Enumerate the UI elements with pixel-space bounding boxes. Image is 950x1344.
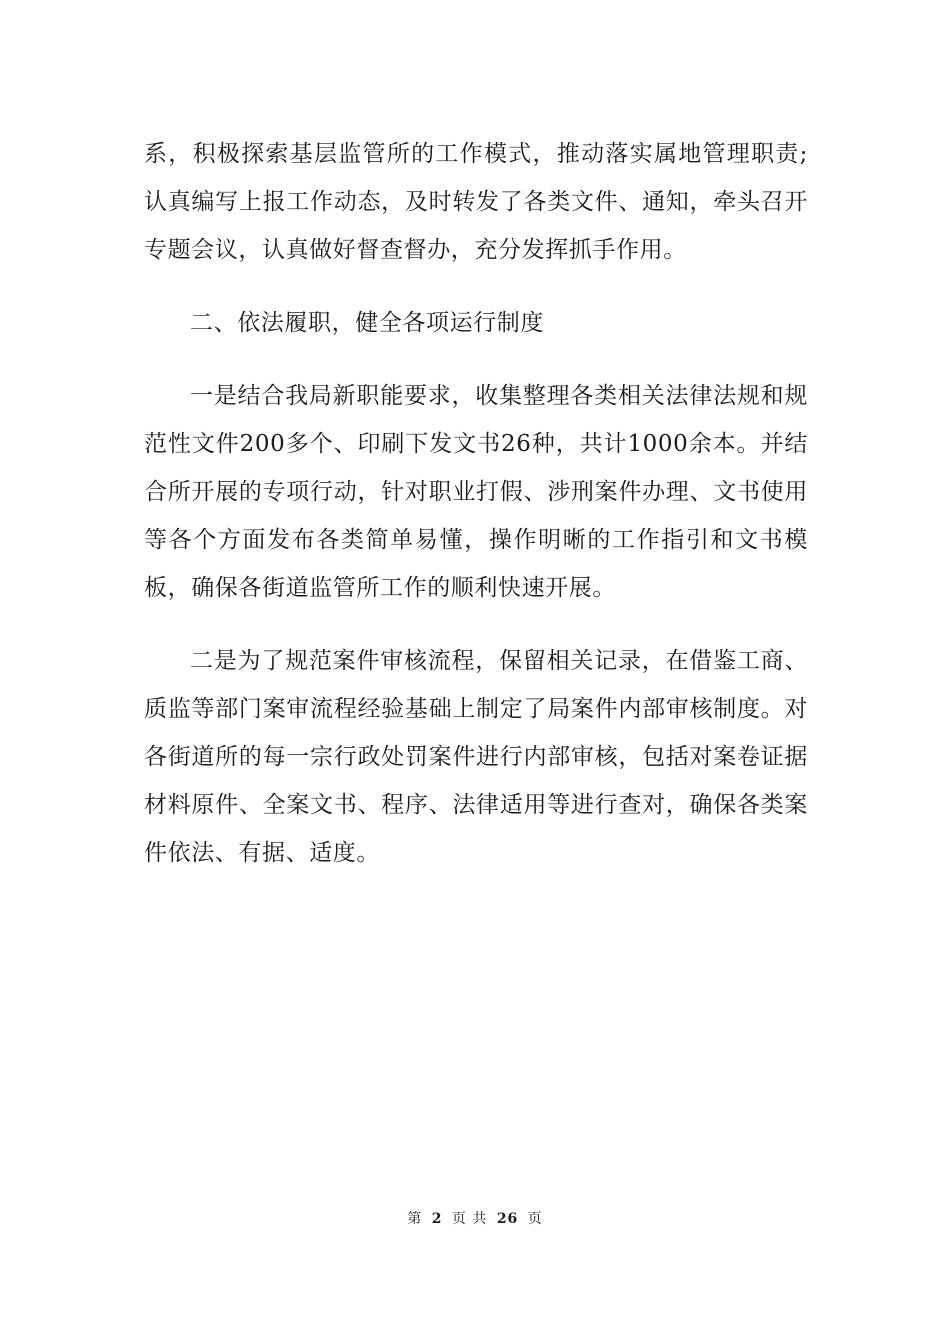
section-heading: 二、依法履职，健全各项运行制度	[190, 310, 544, 336]
footer-suffix: 页	[527, 1211, 543, 1227]
document-body	[144, 130, 808, 902]
paragraph-second-point: 二是为了规范案件审核流程，保留相关记录，在借鉴工商、质监等部门案审流程经验基础上制定了局案件内部审核制度。对各街道所的每一宗行政处罚案件进行内部审核，包括对案卷证据材料原件、全案文书、程序、法律适用等进行查对，确保各类案件依法、有据、适度。	[144, 648, 808, 866]
page-footer	[0, 1208, 950, 1228]
current-page-number: 2	[431, 1211, 443, 1227]
total-pages-number: 26	[496, 1211, 519, 1227]
paragraph-continued: 系，积极探索基层监管所的工作模式，推动落实属地管理职责;认真编写上报工作动态，及时转发了各类文件、通知，牵头召开专题会议，认真做好督查督办，充分发挥抓手作用。	[144, 141, 808, 263]
footer-prefix: 第	[407, 1211, 423, 1227]
paragraph-first-point: 一是结合我局新职能要求，收集整理各类相关法律法规和规范性文件200多个、印刷下发文书26种，共计1000余本。并结合所开展的专项行动，针对职业打假、涉刑案件办理、文书使用等各个方面发布各类简单易懂，操作明晰的工作指引和文书模板，确保各街道监管所工作的顺利快速开展。	[144, 383, 808, 601]
footer-middle: 页 共	[451, 1211, 488, 1227]
